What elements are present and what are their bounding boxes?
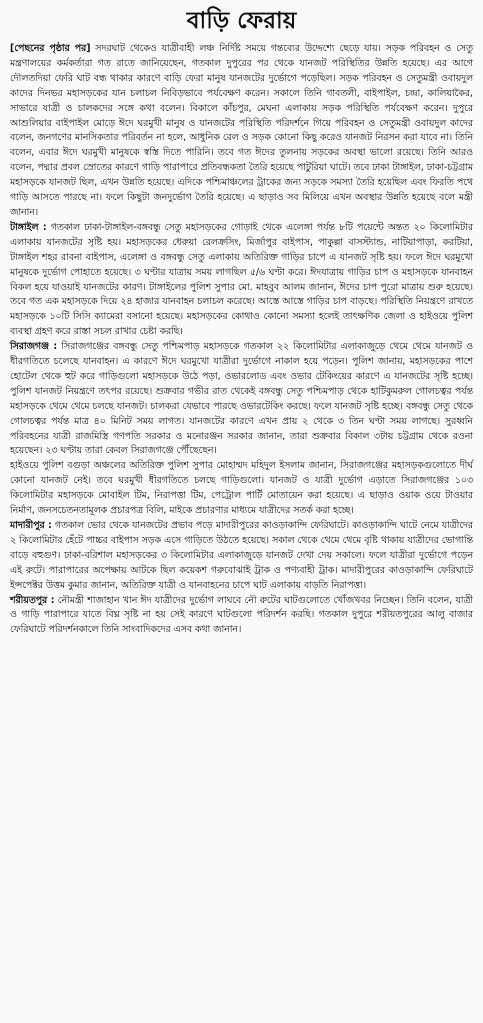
intro-lead: [পেছনের পৃষ্ঠার পর] [10,43,91,54]
section-lead: সিরাজগঞ্জ : [10,341,58,353]
headline: বাড়ি ফেরায় [186,8,297,34]
article-body [10,42,473,638]
section-lead: শরীয়তপুর : [10,594,55,606]
intro-paragraph [10,42,473,221]
section-highway-police [10,459,473,519]
section-lead: টাঙ্গাইল : [10,221,47,233]
section-text: সিরাজগঞ্জের বঙ্গবন্ধু সেতু পশ্চিমপাড় মহাসড়কে গতকাল ২২ কিলোমিটার এলাকাজুড়ে থেমে থেমে যানজট ও ধীরগতিতে চলেছে যানবাহন। এ কারণে ঈদে ঘরমুখো যাত্রীরা দুর্ভোগে নাকাল হয়ে পড়েন। পুলিশ জানায়, মহাসড়কের পাশে হোটেল থেকে হুট করে গাড়িগুলো মহাসড়কে উঠে পড়া, ওভারলোড এবং ওভার টেকিংয়ের কারণে এ যানজটের সৃষ্টি হচ্ছে। পুলিশ যানজট নিয়ন্ত্রণে তৎপর রয়েছে। শুক্রবার গভীর রাত থেকেই বঙ্গবন্ধু সেতু পশ্চিমপাড় থেকে হাটিকুমরুল গোলচত্বর পর্যন্ত মহাসড়কে থেমে থেমে চলছে যানজট। চালকরা যেভাবে পারছে ওভারটেকিং করছে। ফলে যানজট সৃষ্টি হচ্ছে। বঙ্গবন্ধু সেতু থেকে গোলচত্বর পর্যন্ত মাত্র ৪০ মিনিট সময় লাগত। যানজটের কারণে এখন প্রায় ২ থেকে ৩ তিন ঘণ্টা সময় লাগছে। সুরধ্বনি পরিবহনের যাত্রী রাজমিস্ত্রি গণপতি সরকার ও মনোরঞ্জন সরকার জানান, তারা শুক্রবার বিকাল ৩টায় চট্টগ্রাম থেকে রওনা হয়েছেন। ২৩ ঘণ্টায় তারা কেবল সিরাজগঞ্জে পৌঁছেছেন। [10,341,473,457]
section-text: নৌমন্ত্রী শাজাহান খান ঈদ যাত্রীদের দুর্ভোগ লাঘবে নৌ রুটের ঘাটগুলোতে খোঁজখবর নিচ্ছেন। তিনি বলেন, যাত্রী ও গাড়ি পারাপারে যাতে বিঘ্ন সৃষ্টি না হয় সেই কারণে ঘাটগুলো পরিদর্শন করছি। গতকাল দুপুরে শরীয়তপুরের আলু বাজার ফেরিঘাটে পরিদর্শনকালে তিনি সাংবাদিকদের এসব কথা জানান। [10,594,473,636]
section-sirajganj [10,340,473,459]
section-madaripur [10,519,473,594]
intro-text: সদরঘাট থেকেও যাত্রীবাহী লঞ্চ নির্দিষ্ট সময়ে গন্তব্যের উদ্দেশ্যে ছেড়ে যায়। সড়ক পরিবহন ও সেতু মন্ত্রণালয়ের কর্মকর্তারা গত রাতে জানিয়েছেন, গতকাল দুপুরের পর থেকে যানজট পরিস্থিতির উন্নতি হয়েছে। এর আগে দৌলতদিয়া ফেরি ঘাট বন্ধ থাকার কারণে বাড়ি ফেরা মানুষ যানজটের দুর্ভোগে পড়েছিল। সড়ক পরিবহন ও সেতুমন্ত্রী ওবায়দুল কাদের দিনভর মহাসড়কের যান চলাচল নিবিড়ভাবে পর্যবেক্ষণ করেন। সকালে তিনি গাবতলী, বাইপাইল, চন্দ্রা, কালিয়াকৈর, সাভারে যাত্রী ও চালকদের সঙ্গে কথা বলেন। বিকালে কাঁচপুর, মেঘনা এলাকায় সড়ক পরিস্থিতি পর্যবেক্ষণ করেন। দুপুরে আশুলিয়ার বাইপাইল মোড়ে ঈদে ঘরমুখী মানুষ ও যানজটের পরিস্থিতি পরিদর্শনে গিয়ে পরিবহন ও সেতুমন্ত্রী ওবায়দুল কাদের বলেন, জনগণের মানসিকতার পরিবর্তন না হলে, আধুনিক রেল ও সড়ক কোনো কিছু করেও যানজট নিরসন করা যাবে না। তিনি বলেন, এবার ঈদে ঘরমুখী মানুষকে স্বস্তি দিতে পারিনি। তবে গত ঈদের তুলনায় সড়কের অবস্থা ভালো রয়েছে। তিনি আরও বলেন, পদ্মার প্রবল স্রোতের কারণে গাড়ি পারাপারে প্রতিবন্ধকতা তৈরি হয়েছে পাটুরিয়া ঘাটে। তবে ঢাকা টাঙ্গাইল, ঢাকা-চট্টগ্রাম মহাসড়কে যানজট ছিল, এখন উন্নতি হয়েছে। এদিকে পশ্চিমাঞ্চলের ট্রাকের জন্য সড়কে সমস্যা তৈরি হয়েছিল এবং ফিরতি পথে গাড়ি আসতে পারছে না। ফলে কিছুটা জনদুর্ভোগ তৈরি হয়েছে। এ ছাড়াও সব মিলিয়ে এখন অবস্থার উন্নতি হয়েছে বলে মন্ত্রী জানান। [10,43,473,218]
section-shariatpur [10,594,473,639]
section-text: গতকাল ভোর থেকে যানজটের প্রভাব পড়ে মাদারীপুরের কাওড়াকান্দি ফেরিঘাটে। কাওড়াকান্দি ঘাটে নেমে যাত্রীদের ২ কিলোমিটার হেঁটে পাচ্চর বাইপাস সড়ক এসে গাড়িতে উঠতে হয়েছে। সকাল থেকে থেমে থেমে বৃষ্টি থাকায় যাত্রীদের ভোগান্তি বাড়ে বহুগুণ। ঢাকা-বরিশাল মহাসড়কের ৩ কিলোমিটার এলাকাজুড়ে যানজট দেখা দেয় সকালে। ফলে যাত্রীরা দুর্ভোগে পড়েন এই রুটে। পারাপারের অপেক্ষায় আটকে ছিল কয়েকশ গরুবোঝাই ট্রাক ও পণ্যবাহী ট্রাক। মাদারীপুরের কাওড়াকান্দি ফেরিঘাটে ইন্সপেক্টর উত্তম কুমার জানান, অতিরিক্ত যাত্রী ও যানবাহনের চাপে ঘাট এলাকায় বাড়তি নিরাপত্তা। [10,520,473,591]
section-lead: মাদারীপুর : [10,520,52,531]
section-text: গতকাল ঢাকা-টাঙ্গাইল-বঙ্গবন্ধু সেতু মহাসড়কের গোড়াই থেকে এলেঙ্গা পর্যন্ত ৮টি পয়েন্টে অন্তত ২০ কিলোমিটার এলাকায় যানজটের সৃষ্টি হয়। মহাসড়কের ধেরুয়া রেলক্রসিং, মির্জাপুর বাইপাস, পাকুল্লা বাসস্ট্যান্ড, নাটিয়াপাড়া, করটিয়া, টাঙ্গাইল শহর রাবনা বাইপাস, এলেঙ্গা ও বঙ্গবন্ধু সেতু এলাকায় অতিরিক্ত গাড়ির চাপে এ যানজট সৃষ্টি হয়। ফলে ঈদে ঘরমুখো মানুষকে দুর্ভোগ পোহাতে হয়েছে। ৩ ঘণ্টার যাত্রায় সময় লাগছিল ৫/৬ ঘণ্টা করে। ঈদযাত্রায় গাড়ির চাপ ও মহাসড়কে যানবাহন বিকল হয়ে যাওয়াই যানজটের কারণ। টাঙ্গাইলের পুলিশ সুপার মো. মাহবুব আলম জানান, ঈদের চাপ পুরো মাত্রায় শুরু হয়েছে। তবে গত এক মহাসড়কে দিয়ে ২৪ হাজার যানবাহন চলাচল করেছে। আস্তে আস্তে গাড়ির চাপ বাড়ছে। পরিস্থিতি নিয়ন্ত্রণে রাখতে মহাসড়কে ১০টি সিসি ক্যামেরা বসানো হয়েছে। মহাসড়কের কোথাও কোনো সমস্যা হলেই তাৎক্ষণিক জেলা ও হাইওয়ে পুলিশ ব্যবস্থা গ্রহণ করে রাস্তা সচল রাখার চেষ্টা করছি। [10,221,474,338]
section-text: হাইওয়ে পুলিশ বগুড়া অঞ্চলের অতিরিক্ত পুলিশ সুপার মোহাম্মদ মহিদুল ইসলাম জানান, সিরাজগঞ্জের মহাসড়কগুলোতে দীর্ঘ কোনো যানজট নেই। তবে ঘরমুখী ধীরগতিতে চলছে গাড়িগুলো। যানজট ও যাত্রী দুর্ভোগ এড়াতে সিরাজগঞ্জের ১০৩ কিলোমিটার মহাসড়কে মোবাইল টিম, নিরাপত্তা টিম, পেট্রোল পার্টি মোতায়েন করা হয়েছে। এ ছাড়াও ওয়াক ওয়ে টাওয়ার নির্মাণ, জনসচেতনতামূলক প্রচারপত্র বিলি, মাইকে প্রচারণার মাধ্যমে যাত্রীদের সতর্ক করা হচ্ছে। [10,460,473,517]
section-tangail [10,221,473,340]
